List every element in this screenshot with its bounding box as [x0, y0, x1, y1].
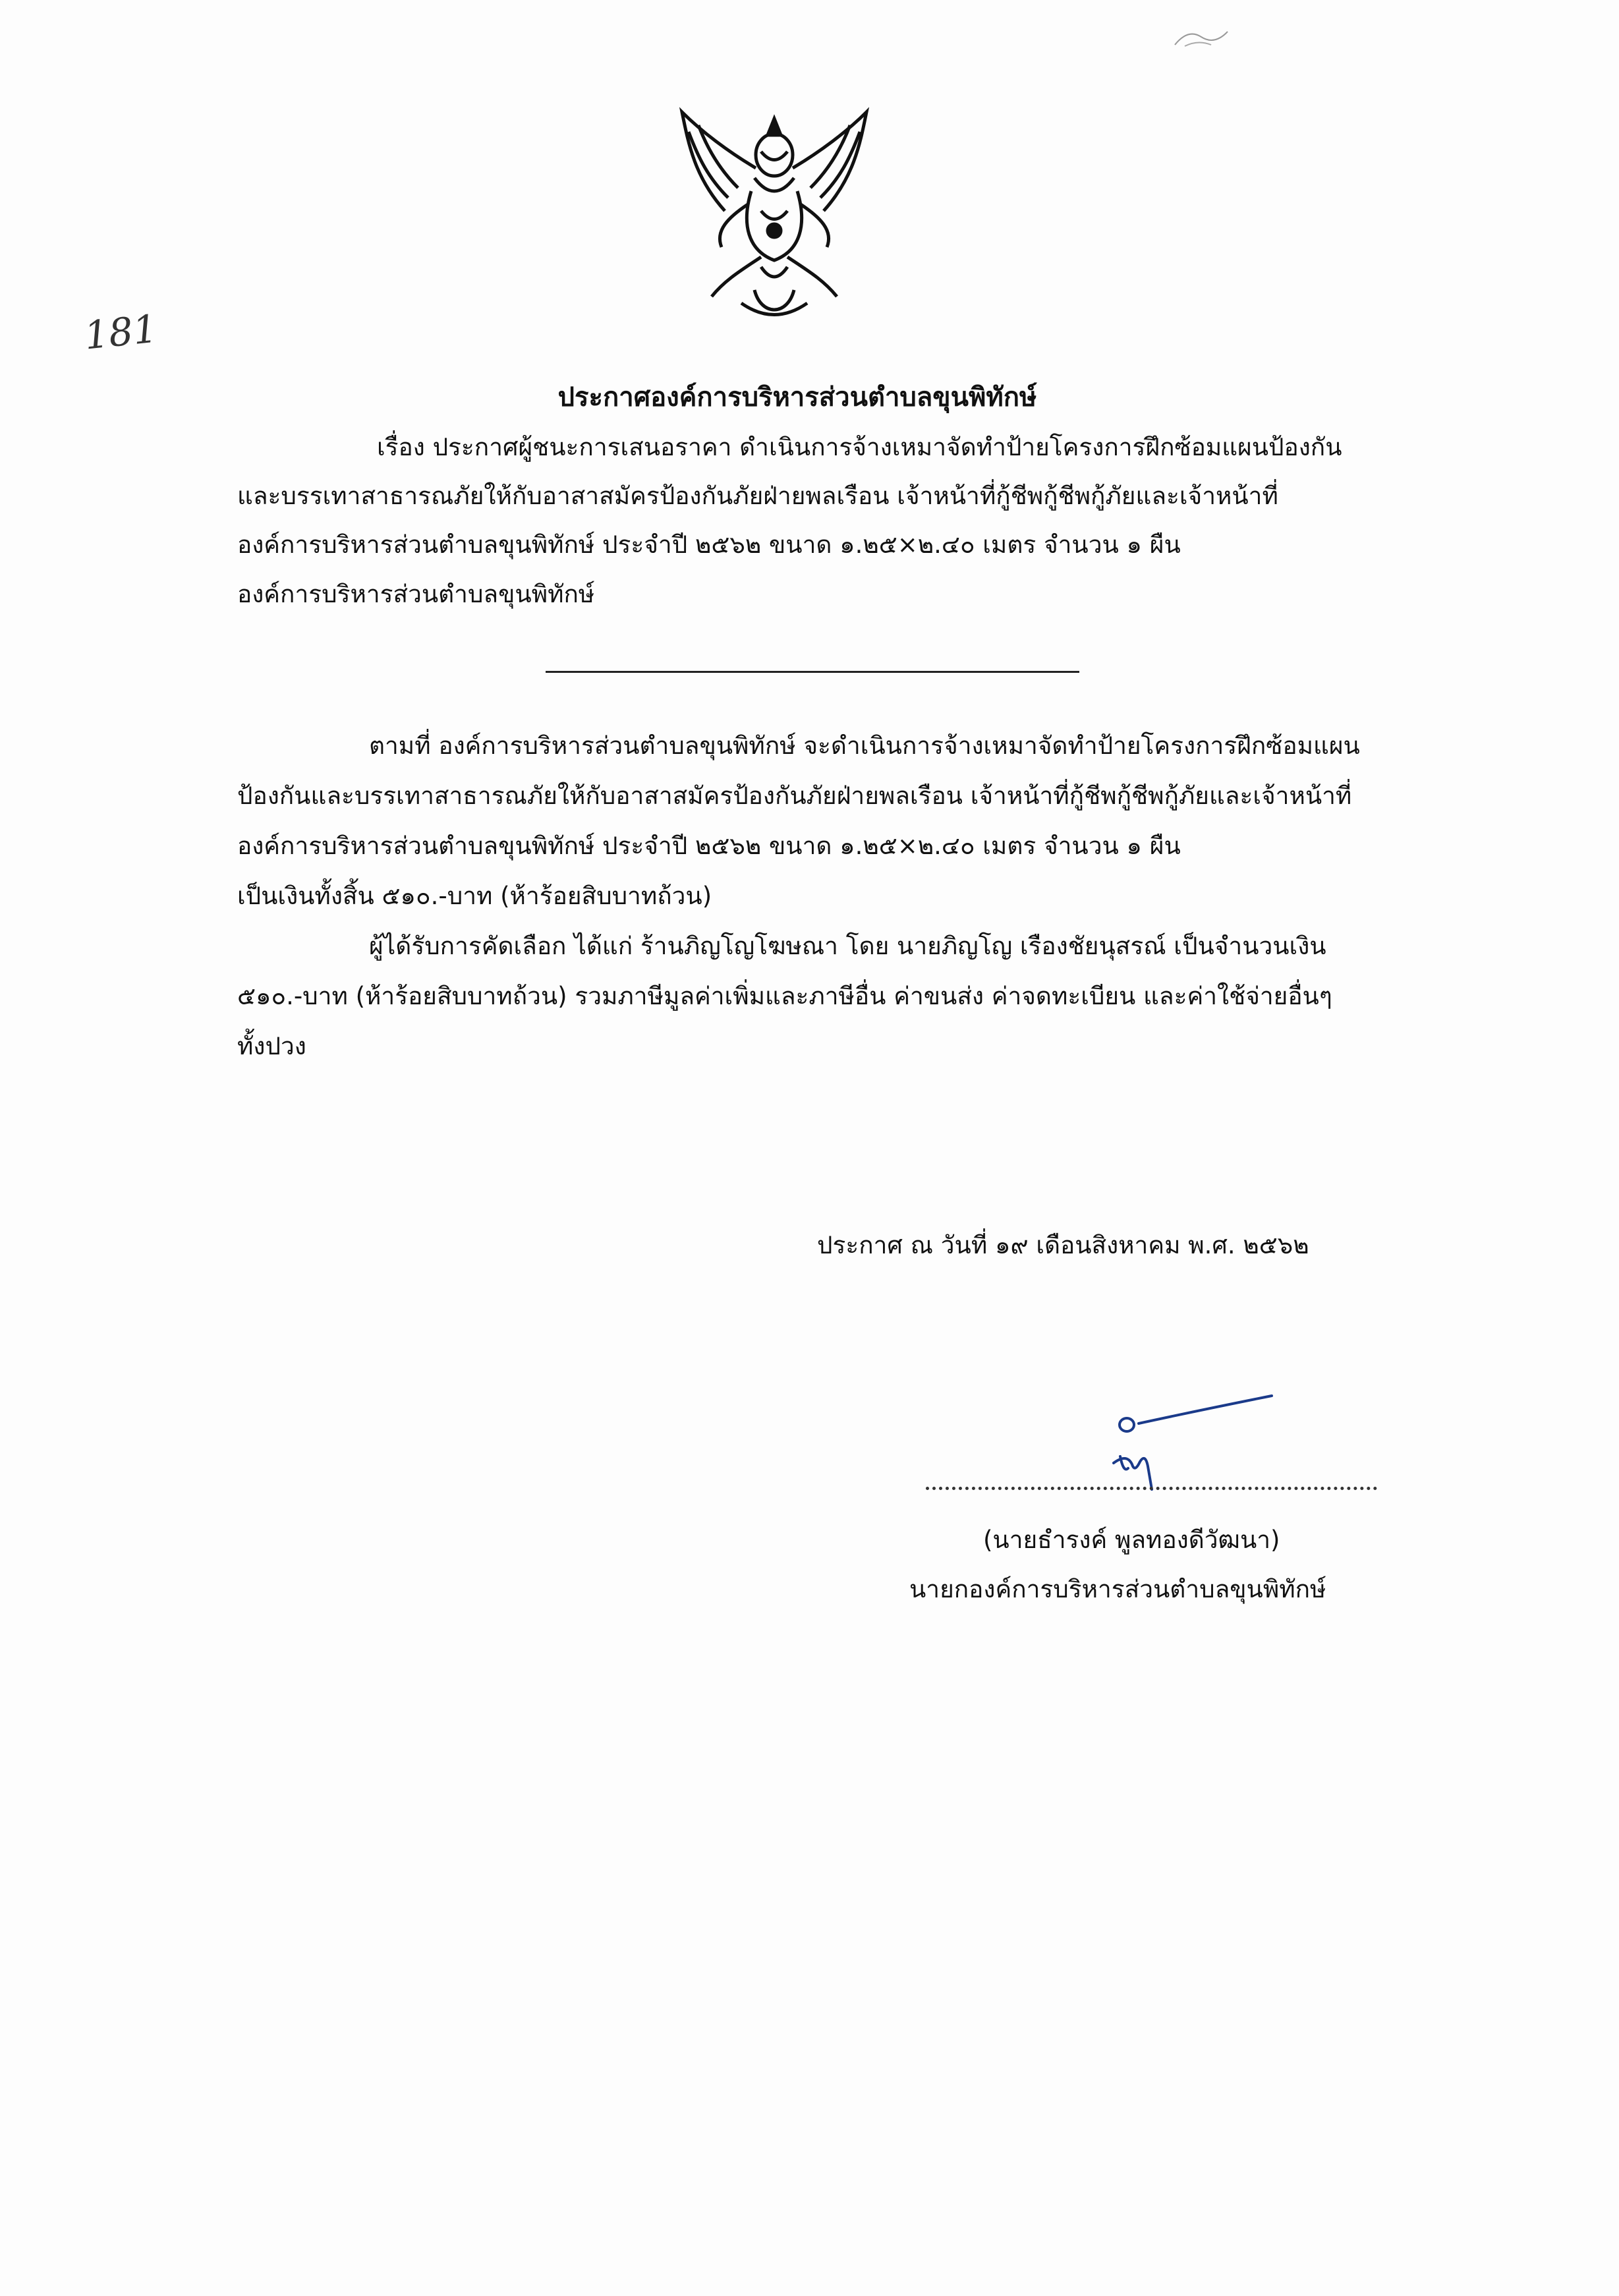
subject-line: เรื่อง ประกาศผู้ชนะการเสนอราคา ดำเนินการจ้างเหมาจัดทำป้ายโครงการฝึกซ้อมแผนป้องกัน	[377, 433, 1342, 461]
announcement-date: ประกาศ ณ วันที่ ๑๙ เดือนสิงหาคม พ.ศ. ๒๕๖๒	[817, 1231, 1309, 1259]
signature-dotted-line	[926, 1487, 1377, 1490]
handwritten-page-number: 181	[82, 306, 159, 359]
subject-line: องค์การบริหารส่วนตำบลขุนพิทักษ์ ประจำปี ๒๕๖๒ ขนาด ๑.๒๕×๒.๔๐ เมตร จำนวน ๑ ผืน	[237, 531, 1181, 559]
signature-icon	[1074, 1391, 1278, 1516]
body-paragraph-line: ตามที่ องค์การบริหารส่วนตำบลขุนพิทักษ์ จะดำเนินการจ้างเหมาจัดทำป้ายโครงการฝึกซ้อมแผน	[369, 732, 1360, 760]
separator-rule	[546, 671, 1079, 673]
body-paragraph-line: ผู้ได้รับการคัดเลือก ได้แก่ ร้านภิญโญโฆษณา โดย นายภิญโญ เรืองชัยนุสรณ์ เป็นจำนวนเงิน	[369, 932, 1326, 960]
garuda-emblem-icon	[662, 105, 886, 330]
body-paragraph-line: ทั้งปวง	[237, 1032, 306, 1060]
body-paragraph-line: ๕๑๐.-บาท (ห้าร้อยสิบบาทถ้วน) รวมภาษีมูลค่าเพิ่มและภาษีอื่น ค่าขนส่ง ค่าจดทะเบียน และค่าใช้จ่ายอื่นๆ	[237, 982, 1332, 1010]
signatory-position: นายกองค์การบริหารส่วนตำบลขุนพิทักษ์	[909, 1575, 1326, 1603]
subject-line: องค์การบริหารส่วนตำบลขุนพิทักษ์	[237, 580, 595, 608]
stamp-mark-icon	[1172, 25, 1231, 51]
body-paragraph-line: ป้องกันและบรรเทาสาธารณภัยให้กับอาสาสมัครป้องกันภัยฝ่ายพลเรือน เจ้าหน้าที่กู้ชีพกู้ชีพกู้ภัยและเจ้าหน้าที่	[237, 782, 1352, 810]
signatory-name: (นายธำรงค์ พูลทองดีวัฒนา)	[983, 1526, 1280, 1554]
announcement-title: ประกาศองค์การบริหารส่วนตำบลขุนพิทักษ์	[557, 382, 1037, 413]
subject-line: และบรรเทาสาธารณภัยให้กับอาสาสมัครป้องกันภัยฝ่ายพลเรือน เจ้าหน้าที่กู้ชีพกู้ชีพกู้ภัยและเจ้าหน้าที่	[237, 482, 1278, 510]
body-paragraph-line: เป็นเงินทั้งสิ้น ๕๑๐.-บาท (ห้าร้อยสิบบาทถ้วน)	[237, 882, 712, 910]
body-paragraph-line: องค์การบริหารส่วนตำบลขุนพิทักษ์ ประจำปี ๒๕๖๒ ขนาด ๑.๒๕×๒.๔๐ เมตร จำนวน ๑ ผืน	[237, 832, 1181, 860]
